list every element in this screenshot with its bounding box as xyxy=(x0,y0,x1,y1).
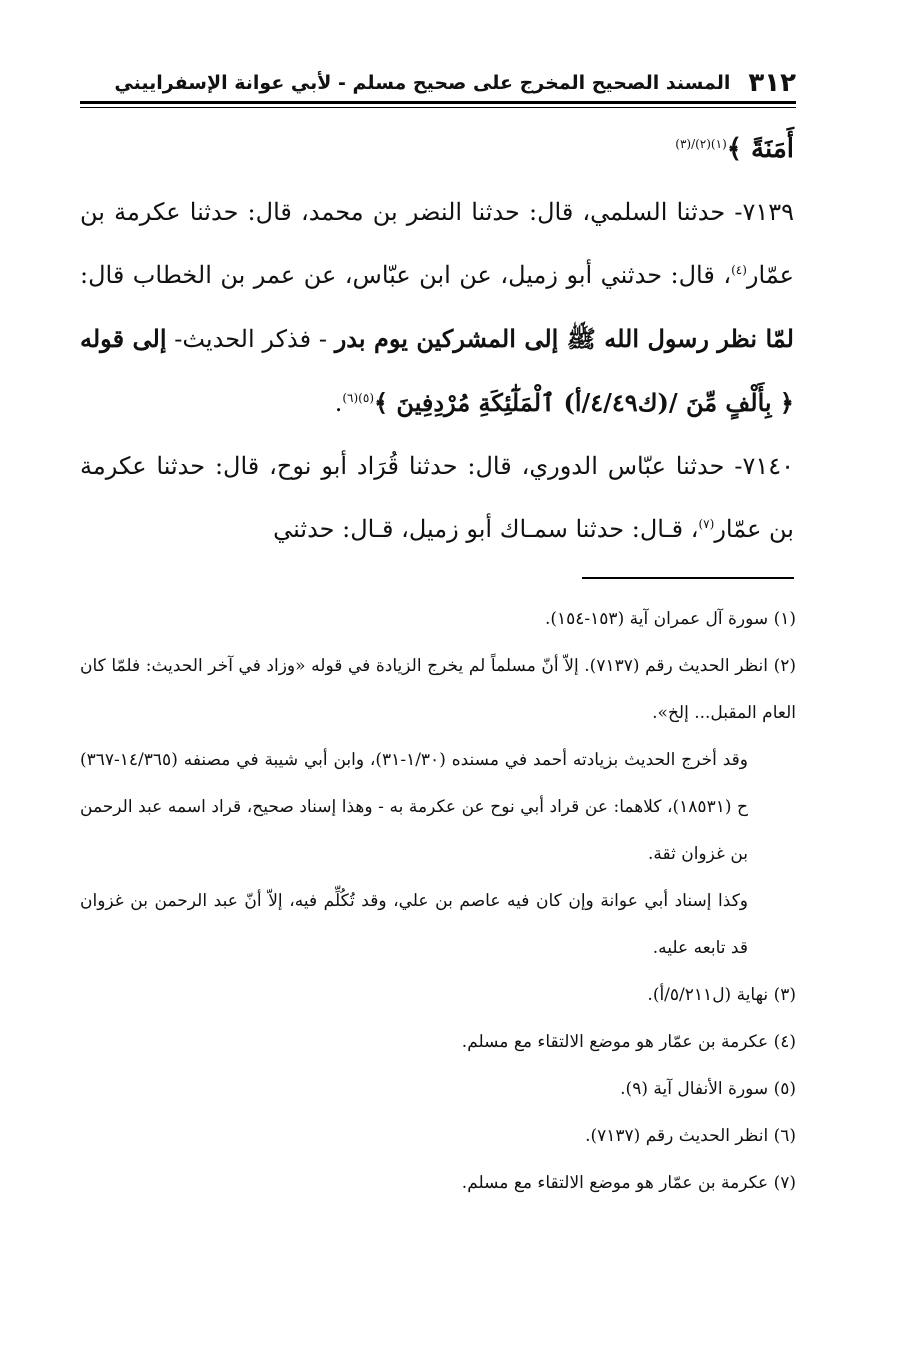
verse-tail-line xyxy=(80,118,794,181)
footnote-6: (٦) انظر الحديث رقم (٧١٣٧). xyxy=(585,1126,796,1146)
hadith-7139-text-a: ٧١٣٩- حدثنا السلمي، قال: حدثنا النضر بن محمد، قال: حدثنا عكرمة بن عمّار xyxy=(80,198,795,289)
footnote-ref-4: (٤) xyxy=(731,263,747,277)
page-number: ٣١٢ xyxy=(748,68,796,98)
hadith-7139-matn: لمّا نظر رسول الله ﷺ إلى المشركين يوم بدر xyxy=(334,324,794,353)
hadith-7139-end: . xyxy=(334,389,343,417)
footnote-2-continued-2: وكذا إسناد أبي عوانة وإن كان فيه عاصم بن علي، وقد تُكُلِّم فيه، إلاّ أنّ عبد الرحمن بن غزوان قد تابعه عليه. xyxy=(80,891,748,958)
footnote-refs: (١)(٢)/(٣) xyxy=(675,137,727,151)
running-title: المسند الصحيح المخرج على صحيح مسلم - لأبي عوانة الإسفراييني xyxy=(114,72,731,94)
footnote-3: (٣) نهاية (ل٥/٢١١/أ). xyxy=(647,985,796,1005)
footnote-1: (١) سورة آل عمران آية (١٥٣-١٥٤). xyxy=(544,609,796,629)
hadith-7140 xyxy=(80,435,794,561)
page-header xyxy=(80,62,796,104)
main-text xyxy=(80,118,794,561)
hadith-7139-text-c: - فذكر الحديث- xyxy=(174,325,327,353)
hadith-7140-text-b: ، قـال: حدثنا سمـاك أبو زميل، قـال: حدثني xyxy=(273,515,699,543)
footnote-2-continued: وقد أخرج الحديث بزيادته أحمد في مسنده (١/٣٠-٣١)، وابن أبي شيبة في مصنفه (١٤/٣٦٥-٣٦٧) ح (١٨٥٣١)، كلاهما: عن قراد أبي نوح عن عكرمة به - وهذا إسناد صحيح، قراد اسمه عبد الرحمن بن غزوان ثقة. xyxy=(80,750,749,864)
footnotes xyxy=(80,596,796,1207)
footnote-7: (٧) عكرمة بن عمّار هو موضع الالتقاء مع مسلم. xyxy=(461,1173,796,1193)
footnote-4: (٤) عكرمة بن عمّار هو موضع الالتقاء مع مسلم. xyxy=(461,1032,796,1052)
hadith-7139-text-b: ، قال: حدثني أبو زميل، عن ابن عبّاس، عن عمر بن الخطاب قال: xyxy=(80,261,732,289)
header-rule-thick xyxy=(80,101,796,104)
footnote-separator xyxy=(582,577,794,579)
verse-tail: أَمَنَةً ﴾ xyxy=(726,134,794,164)
hadith-7140-text-a: ٧١٤٠- حدثنا عبّاس الدوري، قال: حدثنا قُرَاد أبو نوح، قال: حدثنا عكرمة بن عمّار xyxy=(80,452,794,543)
footnote-ref-7: (٧) xyxy=(698,517,715,531)
footnote-5: (٥) سورة الأنفال آية (٩). xyxy=(620,1079,796,1099)
footnote-ref-5-6: (٥)(٦) xyxy=(342,391,374,405)
footnote-2: (٢) انظر الحديث رقم (٧١٣٧). إلاّ أنّ مسلماً لم يخرج الزيادة في قوله «وزاد في آخر الحديث: فلمّا كان العام المقبل... إلخ». xyxy=(80,656,796,723)
header-rule-thin xyxy=(80,107,796,108)
hadith-7139-verse: إلى قوله ﴿ بِأَلْفٍ مِّنَ /(ك٤/٤٩/أ) ٱلْمَلَٰٓئِكَةِ مُرْدِفِينَ ﴾ xyxy=(80,324,794,417)
hadith-7139 xyxy=(80,181,794,435)
